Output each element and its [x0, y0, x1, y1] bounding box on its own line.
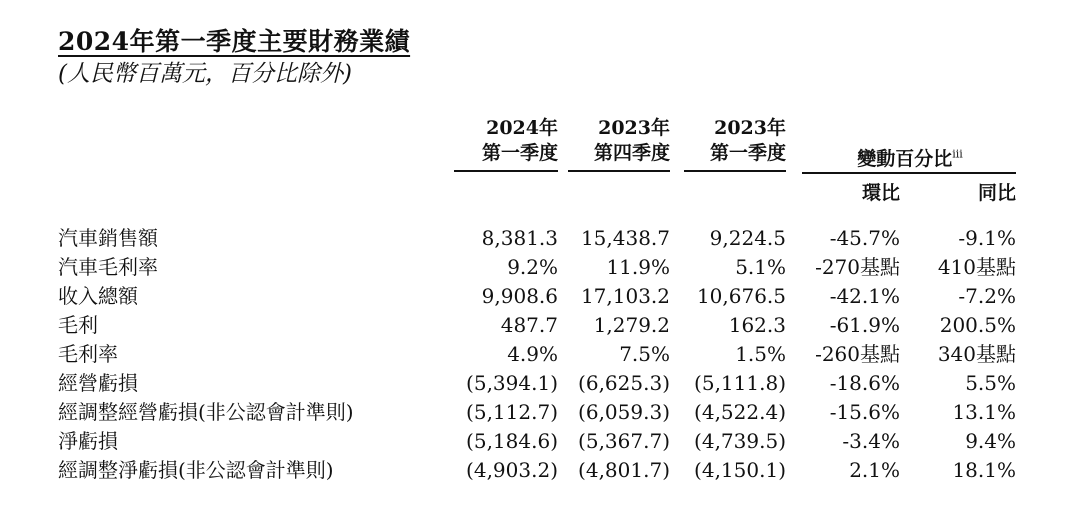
value-qoq: -18.6%	[829, 371, 900, 395]
value-2023-q4: (4,801.7)	[578, 458, 670, 482]
value-2023-q4: (6,625.3)	[578, 371, 670, 395]
row-label: 毛利	[58, 313, 98, 337]
row-label: 經調整淨虧損(非公認會計準則)	[58, 458, 334, 482]
value-yoy: 340基點	[937, 342, 1016, 366]
value-2024-q1: (5,184.6)	[466, 429, 558, 453]
change-percent-header	[806, 144, 1014, 171]
table-row	[0, 340, 1080, 369]
column-header-year: 2023年	[598, 117, 670, 139]
value-2023-q1: (4,522.4)	[694, 400, 786, 424]
value-2023-q1: 9,224.5	[709, 226, 786, 250]
value-yoy: -9.1%	[958, 226, 1016, 250]
value-2024-q1: 9.2%	[507, 255, 558, 279]
row-label: 汽車銷售額	[58, 226, 158, 250]
column-header-2023-q4	[568, 116, 670, 166]
value-2023-q4: 7.5%	[619, 342, 670, 366]
column-header-2024-q1	[454, 116, 558, 166]
value-qoq: -61.9%	[829, 313, 900, 337]
table-row	[0, 398, 1080, 427]
column-header-2023-q1	[684, 116, 786, 166]
row-label: 經調整經營虧損(非公認會計準則)	[58, 400, 354, 424]
value-yoy: 5.5%	[965, 371, 1016, 395]
value-qoq: -260基點	[815, 342, 900, 366]
value-2023-q4: (6,059.3)	[578, 400, 670, 424]
table-row	[0, 253, 1080, 282]
column-header-quarter: 第一季度	[709, 142, 786, 164]
financial-table	[0, 224, 1080, 485]
value-yoy: 9.4%	[965, 429, 1016, 453]
footnote-marker: iii	[952, 147, 963, 161]
value-yoy: 410基點	[937, 255, 1016, 279]
value-2024-q1: 9,908.6	[481, 284, 558, 308]
column-header-quarter: 第四季度	[593, 142, 670, 164]
value-2024-q1: (5,394.1)	[466, 371, 558, 395]
yoy-header: 同比	[977, 182, 1016, 204]
column-header-year: 2024年	[486, 117, 558, 139]
column-header-year: 2023年	[714, 117, 786, 139]
value-qoq: -270基點	[815, 255, 900, 279]
value-yoy: 200.5%	[939, 313, 1016, 337]
change-percent-rule	[802, 172, 1016, 174]
value-2023-q1: (4,739.5)	[694, 429, 786, 453]
row-label: 汽車毛利率	[58, 255, 158, 279]
table-row	[0, 282, 1080, 311]
page-subtitle: (人民幣百萬元，百分比除外)	[58, 61, 352, 87]
row-label: 收入總額	[58, 284, 138, 308]
value-qoq: 2.1%	[849, 458, 900, 482]
value-2023-q4: 1,279.2	[593, 313, 670, 337]
value-2024-q1: 8,381.3	[481, 226, 558, 250]
column-header-quarter: 第一季度	[481, 142, 558, 164]
qoq-header: 環比	[861, 182, 900, 204]
value-qoq: -45.7%	[829, 226, 900, 250]
value-2023-q1: (5,111.8)	[694, 371, 786, 395]
value-2023-q4: 15,438.7	[580, 226, 670, 250]
value-2024-q1: (5,112.7)	[466, 400, 558, 424]
row-label: 淨虧損	[58, 429, 118, 453]
table-row	[0, 224, 1080, 253]
row-label: 毛利率	[58, 342, 118, 366]
value-yoy: 13.1%	[952, 400, 1016, 424]
value-qoq: -42.1%	[829, 284, 900, 308]
column-rule	[568, 170, 670, 172]
table-row	[0, 311, 1080, 340]
value-2023-q1: 5.1%	[735, 255, 786, 279]
value-yoy: 18.1%	[952, 458, 1016, 482]
column-rule	[684, 170, 786, 172]
table-row	[0, 456, 1080, 485]
value-qoq: -3.4%	[842, 429, 900, 453]
column-rule	[454, 170, 558, 172]
value-2023-q4: 17,103.2	[580, 284, 670, 308]
value-2024-q1: (4,903.2)	[466, 458, 558, 482]
value-2023-q1: (4,150.1)	[694, 458, 786, 482]
table-row	[0, 427, 1080, 456]
page-title: 2024年第一季度主要財務業績	[58, 27, 411, 56]
table-row	[0, 369, 1080, 398]
value-qoq: -15.6%	[829, 400, 900, 424]
value-2023-q1: 162.3	[728, 313, 786, 337]
value-2023-q4: (5,367.7)	[578, 429, 670, 453]
value-2023-q4: 11.9%	[606, 255, 670, 279]
value-2023-q1: 1.5%	[735, 342, 786, 366]
value-2024-q1: 4.9%	[507, 342, 558, 366]
change-percent-label: 變動百分比	[857, 148, 953, 170]
value-2023-q1: 10,676.5	[696, 284, 786, 308]
row-label: 經營虧損	[58, 371, 138, 395]
value-2024-q1: 487.7	[500, 313, 558, 337]
value-yoy: -7.2%	[958, 284, 1016, 308]
